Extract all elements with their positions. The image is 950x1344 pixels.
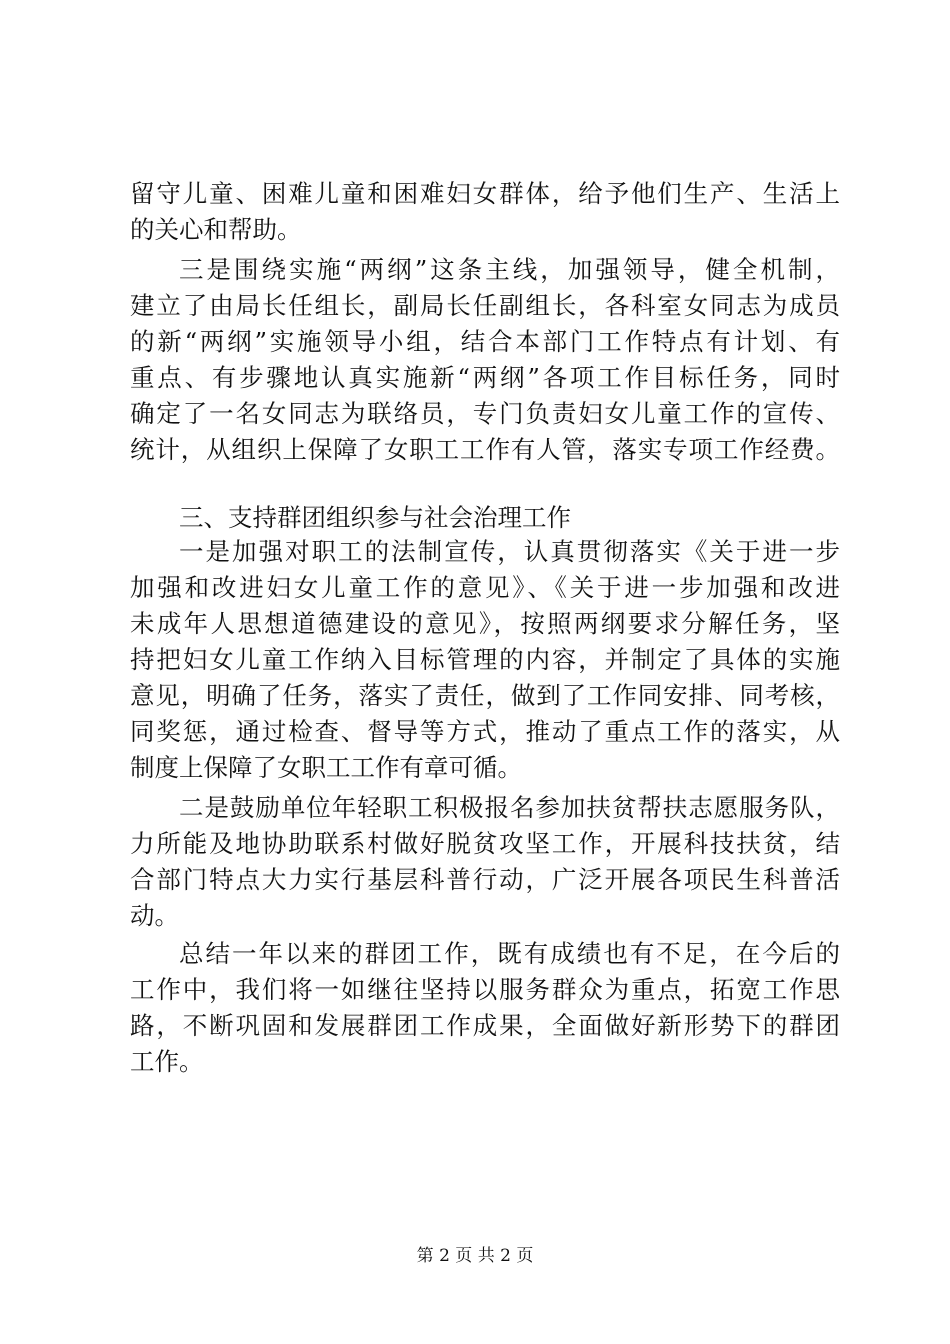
- body-line: 总结一年以来的群团工作，既有成绩也有不足，在今后的: [179, 939, 840, 968]
- body-line: 工作中，我们将一如继往坚持以服务群众为重点，拓宽工作思: [130, 975, 840, 1004]
- body-line: 工作。: [130, 1047, 204, 1076]
- body-line: 统计，从组织上保障了女职工工作有人管，落实专项工作经费。: [130, 435, 840, 464]
- body-line: 建立了由局长任组长，副局长任副组长，各科室女同志为成员: [130, 291, 840, 320]
- body-line: 确定了一名女同志为联络员，专门负责妇女儿童工作的宣传、: [130, 399, 840, 428]
- body-line: 的关心和帮助。: [130, 215, 302, 244]
- section-heading: 三、支持群团组织参与社会治理工作: [179, 503, 571, 532]
- page-number-footer: 第 2 页 共 2 页: [416, 1246, 534, 1266]
- body-line: 意见，明确了任务，落实了责任，做到了工作同安排、同考核，: [130, 681, 840, 710]
- body-line: 合部门特点大力实行基层科普行动，广泛开展各项民生科普活: [130, 865, 840, 894]
- body-line: 力所能及地协助联系村做好脱贫攻坚工作，开展科技扶贫，结: [130, 829, 840, 858]
- body-line: 动。: [130, 901, 179, 930]
- body-line: 三是围绕实施“两纲”这条主线，加强领导，健全机制，: [179, 255, 840, 284]
- body-line: 同奖惩，通过检查、督导等方式，推动了重点工作的落实，从: [130, 717, 840, 746]
- body-line: 留守儿童、困难儿童和困难妇女群体，给予他们生产、生活上: [130, 179, 840, 208]
- body-line: 的新“两纲”实施领导小组，结合本部门工作特点有计划、有: [130, 327, 840, 356]
- body-line: 二是鼓励单位年轻职工积极报名参加扶贫帮扶志愿服务队，: [179, 793, 840, 822]
- body-line: 未成年人思想道德建设的意见》，按照两纲要求分解任务，坚: [130, 609, 840, 638]
- body-line: 制度上保障了女职工工作有章可循。: [130, 753, 522, 782]
- body-line: 一是加强对职工的法制宣传，认真贯彻落实《关于进一步: [179, 537, 840, 566]
- body-line: 路，不断巩固和发展群团工作成果，全面做好新形势下的群团: [130, 1011, 840, 1040]
- body-line: 加强和改进妇女儿童工作的意见》、《关于进一步加强和改进: [130, 573, 840, 602]
- body-line: 重点、有步骤地认真实施新“两纲”各项工作目标任务，同时: [130, 363, 840, 392]
- body-line: 持把妇女儿童工作纳入目标管理的内容，并制定了具体的实施: [130, 645, 840, 674]
